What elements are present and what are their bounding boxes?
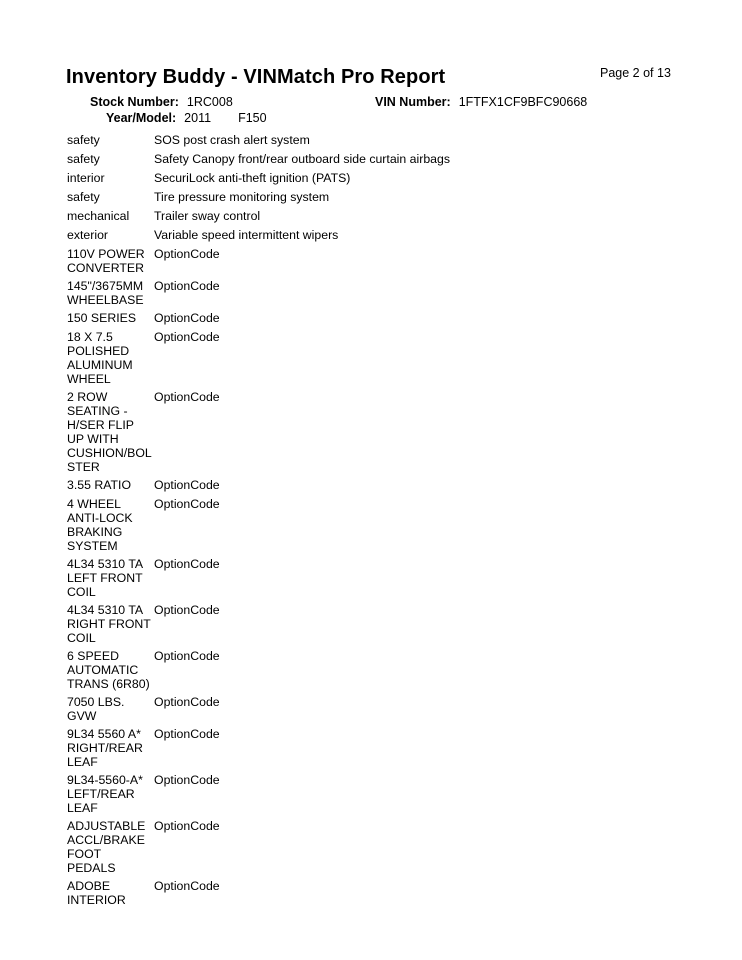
model-value: F150 bbox=[238, 111, 267, 125]
vin-number-value: 1FTFX1CF9BFC90668 bbox=[458, 95, 588, 109]
list-item bbox=[67, 649, 707, 691]
list-item bbox=[67, 190, 707, 204]
list-item bbox=[67, 311, 707, 325]
list-item bbox=[67, 330, 707, 386]
list-item bbox=[67, 557, 707, 599]
list-item bbox=[67, 478, 707, 492]
item-category: 4L34 5310 TA LEFT FRONT COIL bbox=[67, 557, 143, 599]
item-category: interior bbox=[67, 171, 105, 185]
item-description: Safety Canopy front/rear outboard side curtain airbags bbox=[154, 152, 450, 166]
item-category: 9L34 5560 A* RIGHT/REAR LEAF bbox=[67, 727, 143, 769]
stock-number-field bbox=[90, 95, 233, 109]
item-description: OptionCode bbox=[154, 279, 220, 293]
item-category: 4 WHEEL ANTI-LOCK BRAKING SYSTEM bbox=[67, 497, 133, 553]
item-category: safety bbox=[67, 152, 100, 166]
item-description: Tire pressure monitoring system bbox=[154, 190, 330, 204]
item-category: 110V POWER CONVERTER bbox=[67, 247, 145, 275]
item-category: ADJUSTABLE ACCL/BRAKE FOOT PEDALS bbox=[67, 819, 146, 875]
item-category: 18 X 7.5 POLISHED ALUMINUM WHEEL bbox=[67, 330, 133, 386]
list-item bbox=[67, 773, 707, 815]
list-item bbox=[67, 603, 707, 645]
item-description: OptionCode bbox=[154, 497, 220, 511]
list-item bbox=[67, 209, 707, 223]
item-description: OptionCode bbox=[154, 330, 220, 344]
year-model-label: Year/Model: bbox=[106, 111, 177, 125]
item-description: OptionCode bbox=[154, 773, 220, 787]
item-description: OptionCode bbox=[154, 390, 220, 404]
item-description: SecuriLock anti-theft ignition (PATS) bbox=[154, 171, 351, 185]
item-description: OptionCode bbox=[154, 557, 220, 571]
list-item bbox=[67, 279, 707, 307]
item-category: mechanical bbox=[67, 209, 130, 223]
stock-number-label: Stock Number: bbox=[90, 95, 179, 109]
item-description: OptionCode bbox=[154, 649, 220, 663]
vin-number-field bbox=[375, 95, 587, 109]
list-item bbox=[67, 879, 707, 907]
item-description: OptionCode bbox=[154, 695, 220, 709]
item-description: OptionCode bbox=[154, 478, 220, 492]
item-description: OptionCode bbox=[154, 247, 220, 261]
item-category: 3.55 RATIO bbox=[67, 478, 132, 492]
feature-list bbox=[67, 133, 707, 911]
year-value: 2011 bbox=[184, 111, 212, 125]
item-category: ADOBE INTERIOR bbox=[67, 879, 126, 907]
item-category: 150 SERIES bbox=[67, 311, 137, 325]
item-category: safety bbox=[67, 190, 100, 204]
item-description: Trailer sway control bbox=[154, 209, 261, 223]
stock-number-value: 1RC008 bbox=[186, 95, 233, 109]
item-category: 6 SPEED AUTOMATIC TRANS (6R80) bbox=[67, 649, 150, 691]
item-description: OptionCode bbox=[154, 603, 220, 617]
item-category: 145"/3675MM WHEELBASE bbox=[67, 279, 144, 307]
item-category: safety bbox=[67, 133, 100, 147]
page-number: Page 2 of 13 bbox=[600, 66, 671, 80]
item-description: Variable speed intermittent wipers bbox=[154, 228, 339, 242]
item-category: 9L34-5560-A* LEFT/REAR LEAF bbox=[67, 773, 143, 815]
list-item bbox=[67, 497, 707, 553]
item-description: SOS post crash alert system bbox=[154, 133, 310, 147]
item-category: 7050 LBS. GVW bbox=[67, 695, 125, 723]
item-description: OptionCode bbox=[154, 819, 220, 833]
list-item bbox=[67, 171, 707, 185]
list-item bbox=[67, 390, 707, 474]
list-item bbox=[67, 133, 707, 147]
item-description: OptionCode bbox=[154, 879, 220, 893]
vin-number-label: VIN Number: bbox=[375, 95, 451, 109]
list-item bbox=[67, 247, 707, 275]
item-description: OptionCode bbox=[154, 727, 220, 741]
list-item bbox=[67, 228, 707, 242]
report-title: Inventory Buddy - VINMatch Pro Report bbox=[66, 66, 446, 88]
item-category: exterior bbox=[67, 228, 109, 242]
year-model-field bbox=[106, 111, 267, 125]
item-description: OptionCode bbox=[154, 311, 220, 325]
list-item bbox=[67, 819, 707, 875]
item-category: 2 ROW SEATING - H/SER FLIP UP WITH CUSHION/BOLSTER bbox=[67, 390, 152, 474]
list-item bbox=[67, 695, 707, 723]
list-item bbox=[67, 152, 707, 166]
list-item bbox=[67, 727, 707, 769]
item-category: 4L34 5310 TA RIGHT FRONT COIL bbox=[67, 603, 151, 645]
